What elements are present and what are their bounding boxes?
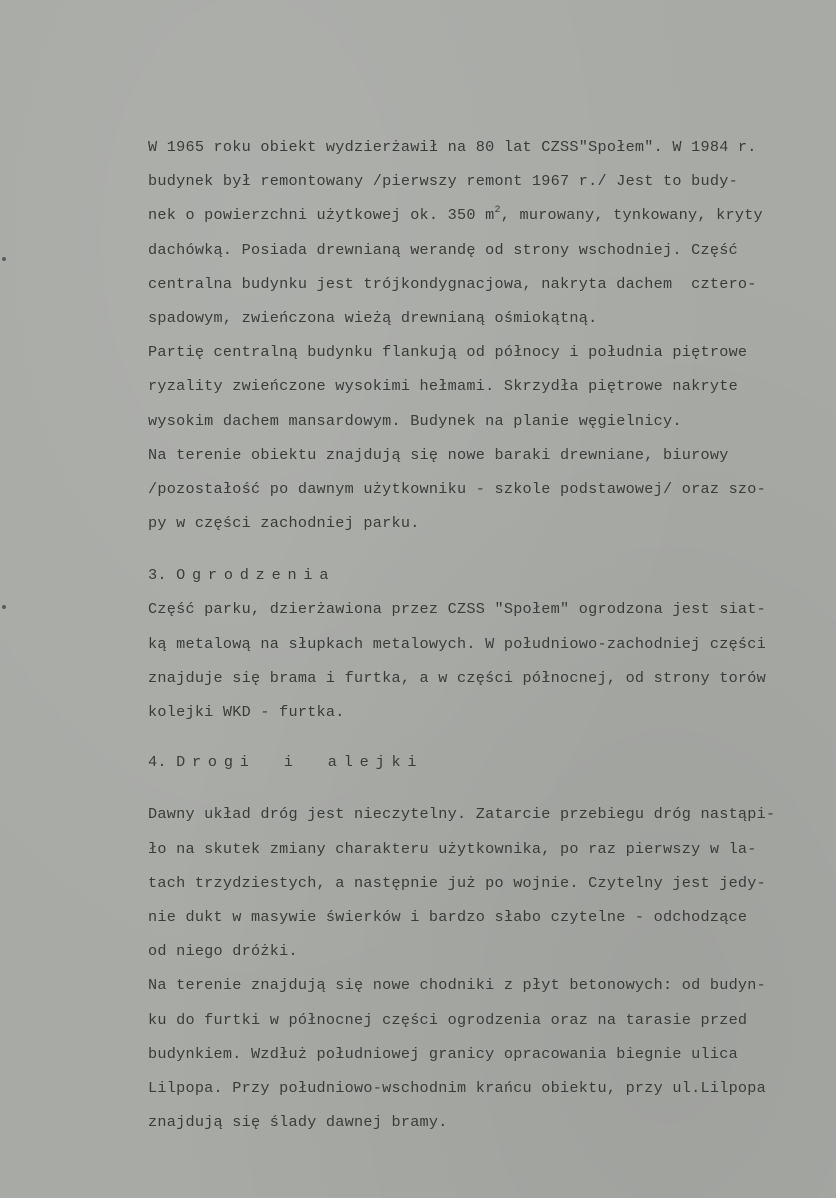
text-line: W 1965 roku obiekt wydzierżawił na 80 lat CZSS"Społem". W 1984 r. <box>148 138 757 156</box>
text-line: od niego dróżki. <box>148 942 298 961</box>
text-line: Dawny układ dróg jest nieczytelny. Zatarcie przebiegu dróg nastąpi- <box>148 805 776 824</box>
text-line: budynek był remontowany /pierwszy remont 1967 r./ Jest to budy- <box>148 172 738 191</box>
section-title: Ogrodzenia <box>176 566 336 585</box>
section-title-word: i <box>283 753 300 772</box>
text-line: Część parku, dzierżawiona przez CZSS "Społem" ogrodzona jest siat- <box>148 600 767 619</box>
text-line: Partię centralną budynku flankują od północy i południa piętrowe <box>148 343 748 362</box>
paragraph-pavements <box>148 970 818 1141</box>
text-fragment: , murowany, tynkowany, kryty <box>500 206 763 225</box>
text-line: py w części zachodniej parku. <box>148 514 420 533</box>
text-line: centralna budynku jest trójkondygnacjowa, nakryta dachem cztero- <box>148 274 757 293</box>
text-line: Na terenie obiektu znajdują się nowe baraki drewniane, biurowy <box>148 445 729 464</box>
text-line: znajduje się brama i furtka, a w części północnej, od strony torów <box>148 668 767 687</box>
text-line: ką metalową na słupkach metalowych. W południowo-zachodniej części <box>148 634 767 653</box>
text-line: ryzality zwieńczone wysokimi hełmami. Skrzydła piętrowe nakryte <box>148 377 738 396</box>
document-body <box>148 132 818 1141</box>
text-line: budynkiem. Wzdłuż południowej granicy opracowania biegnie ulica <box>148 1044 738 1063</box>
text-line: tach trzydziestych, a następnie już po wojnie. Czytelny jest jedy- <box>148 873 767 892</box>
section-number: 4. <box>148 753 167 772</box>
text-line: znajdują się ślady dawnej bramy. <box>148 1113 448 1132</box>
text-line: /pozostałość po dawnym użytkowniku - szkole podstawowej/ oraz szo- <box>148 479 767 498</box>
text-line: nie dukt w masywie świerków i bardzo słabo czytelne - odchodzące <box>148 907 748 926</box>
text-line: wysokim dachem mansardowym. Budynek na planie węgielnicy. <box>148 411 682 430</box>
paragraph-building-wings <box>148 337 818 440</box>
text-line: Lilpopa. Przy południowo-wschodnim krańcu obiektu, przy ul.Lilpopa <box>148 1078 767 1097</box>
text-fragment: nek o powierzchni użytkowej ok. 350 m <box>148 206 495 225</box>
paragraph-other-buildings <box>148 440 818 543</box>
text-line: dachówką. Posiada drewnianą werandę od strony wschodniej. Część <box>148 240 738 259</box>
section-number: 3. <box>148 566 167 585</box>
text-line: ło na skutek zmiany charakteru użytkownika, po raz pierwszy w la- <box>148 839 757 858</box>
section-title-word: Drogi <box>176 753 256 772</box>
paragraph-road-layout <box>148 799 818 970</box>
paragraph-building-history <box>148 132 818 337</box>
paragraph-fencing <box>148 594 818 731</box>
punch-hole-mark <box>2 257 6 261</box>
superscript: 2 <box>494 205 501 217</box>
section-title-word: alejki <box>327 753 424 772</box>
text-line: Na terenie znajdują się nowe chodniki z płyt betonowych: od budyn- <box>148 976 767 995</box>
text-line: kolejki WKD - furtka. <box>148 703 345 721</box>
text-line <box>148 200 818 234</box>
text-line: spadowym, zwieńczona wieżą drewnianą ośmiokątną. <box>148 308 598 327</box>
section-heading-fencing <box>148 560 818 594</box>
punch-hole-mark <box>2 605 6 609</box>
section-heading-roads <box>148 747 818 781</box>
text-line: ku do furtki w północnej części ogrodzenia oraz na tarasie przed <box>148 1010 748 1029</box>
